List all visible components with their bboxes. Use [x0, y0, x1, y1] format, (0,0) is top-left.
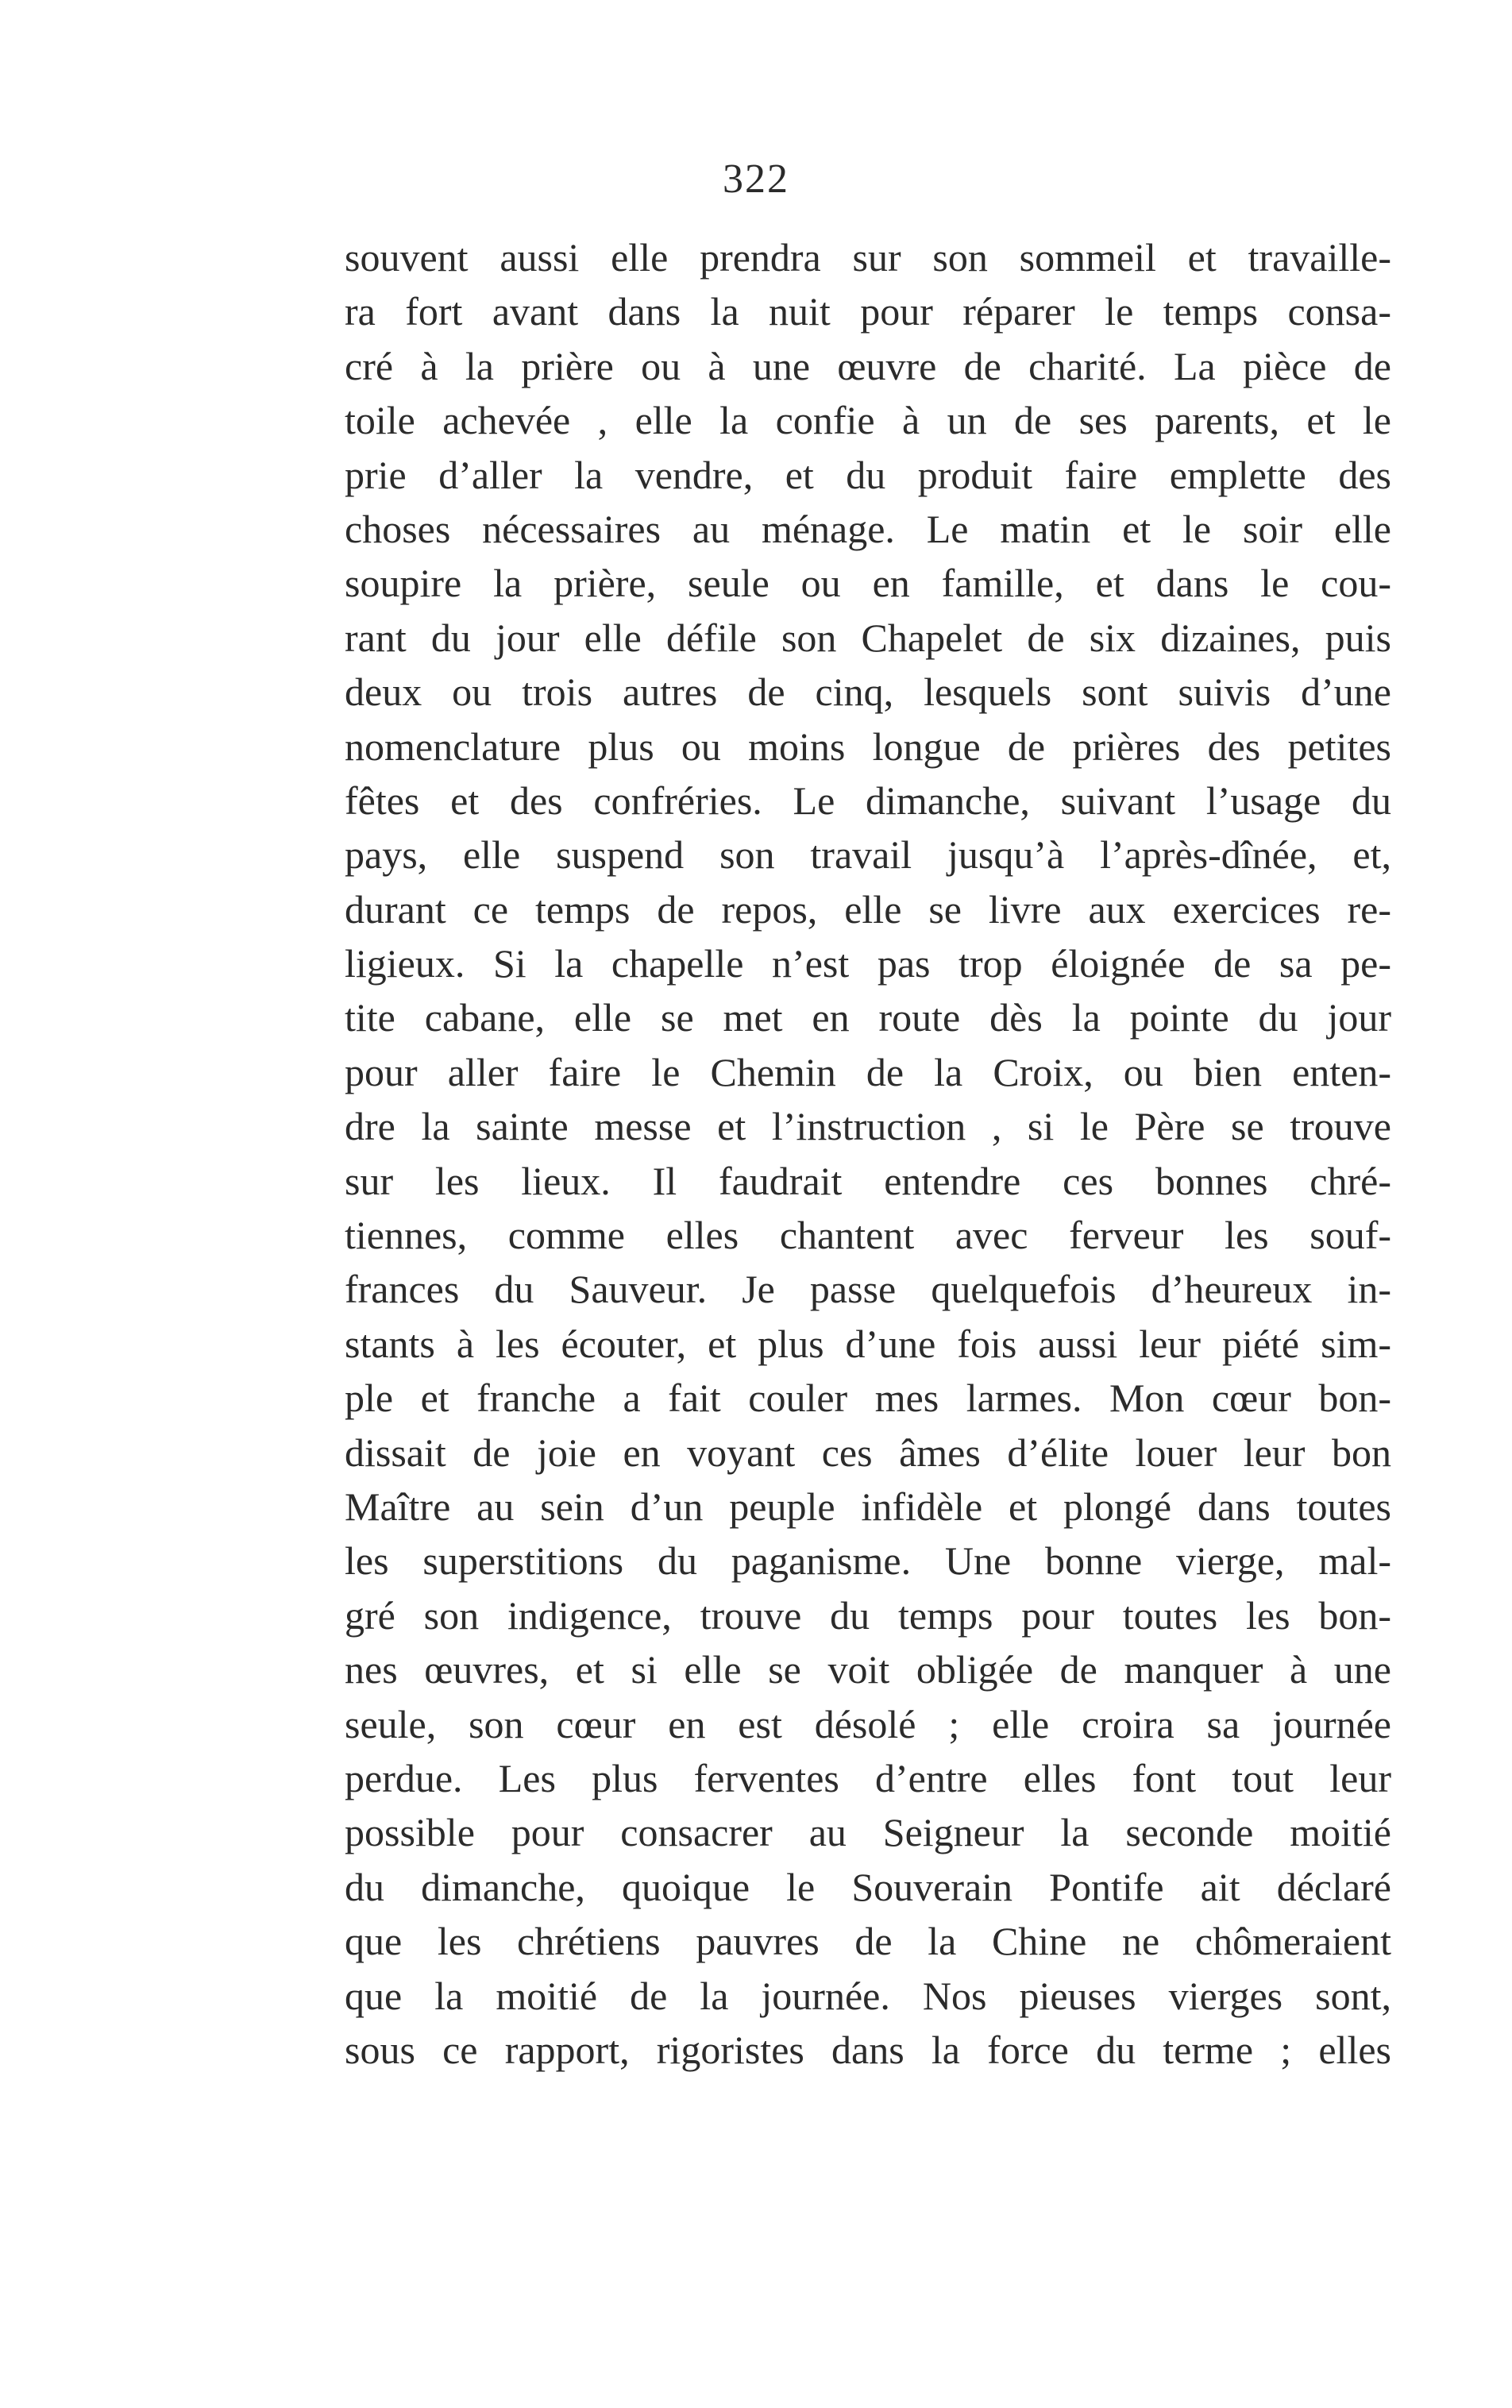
- text-line: pays, elle suspend son travail jusqu’à l’après-dînée, et,: [345, 832, 1391, 878]
- text-line: ra fort avant dans la nuit pour réparer le temps consa-: [345, 289, 1391, 334]
- text-line: dre la sainte messe et l’instruction , si le Père se trouve: [345, 1104, 1391, 1149]
- text-line: cré à la prière ou à une œuvre de charité. La pièce de: [345, 343, 1391, 388]
- body-text: [345, 230, 1391, 2077]
- text-line: durant ce temps de repos, elle se livre aux exercices re-: [345, 886, 1391, 932]
- text-line: frances du Sauveur. Je passe quelquefois d’heureux in-: [345, 1267, 1391, 1312]
- text-line: ple et franche a fait couler mes larmes. Mon cœur bon-: [345, 1376, 1391, 1421]
- text-line: que la moitié de la journée. Nos pieuses vierges sont,: [345, 1973, 1391, 2018]
- text-line: que les chrétiens pauvres de la Chine ne chômeraient: [345, 1919, 1391, 1964]
- text-line: deux ou trois autres de cinq, lesquels sont suivis d’une: [345, 670, 1391, 715]
- text-line: dissait de joie en voyant ces âmes d’élite louer leur bon: [345, 1430, 1391, 1475]
- text-line: choses nécessaires au ménage. Le matin et le soir elle: [345, 506, 1391, 551]
- text-line: toile achevée , elle la confie à un de ses parents, et le: [345, 398, 1391, 443]
- text-line: nomenclature plus ou moins longue de prières des petites: [345, 724, 1391, 769]
- text-line: seule, son cœur en est désolé ; elle croira sa journée: [345, 1701, 1391, 1746]
- text-line: possible pour consacrer au Seigneur la seconde moitié: [345, 1810, 1391, 1855]
- text-line: perdue. Les plus ferventes d’entre elles font tout leur: [345, 1755, 1391, 1800]
- text-line: prie d’aller la vendre, et du produit faire emplette des: [345, 452, 1391, 497]
- text-line: sous ce rapport, rigoristes dans la force du terme ; elles: [345, 2027, 1391, 2072]
- text-line: du dimanche, quoique le Souverain Pontife ait déclaré: [345, 1864, 1391, 1909]
- text-line: rant du jour elle défile son Chapelet de six dizaines, puis: [345, 615, 1391, 660]
- text-line: Maître au sein d’un peuple infidèle et plongé dans toutes: [345, 1484, 1391, 1529]
- text-line: soupire la prière, seule ou en famille, et dans le cou-: [345, 561, 1391, 606]
- text-line: sur les lieux. Il faudrait entendre ces bonnes chré-: [345, 1158, 1391, 1203]
- page-number: 322: [723, 156, 789, 202]
- text-line: ligieux. Si la chapelle n’est pas trop éloignée de sa pe-: [345, 941, 1391, 986]
- text-line: nes œuvres, et si elle se voit obligée de manquer à une: [345, 1647, 1391, 1692]
- text-line: fêtes et des confréries. Le dimanche, suivant l’usage du: [345, 778, 1391, 823]
- text-line: pour aller faire le Chemin de la Croix, ou bien enten-: [345, 1049, 1391, 1094]
- text-line: souvent aussi elle prendra sur son sommeil et travaille-: [345, 235, 1391, 280]
- text-line: stants à les écouter, et plus d’une fois aussi leur piété sim-: [345, 1321, 1391, 1366]
- text-line: gré son indigence, trouve du temps pour toutes les bon-: [345, 1592, 1391, 1638]
- text-line: tite cabane, elle se met en route dès la pointe du jour: [345, 995, 1391, 1040]
- text-line: tiennes, comme elles chantent avec ferveur les souf-: [345, 1213, 1391, 1258]
- text-line: les superstitions du paganisme. Une bonne vierge, mal-: [345, 1538, 1391, 1584]
